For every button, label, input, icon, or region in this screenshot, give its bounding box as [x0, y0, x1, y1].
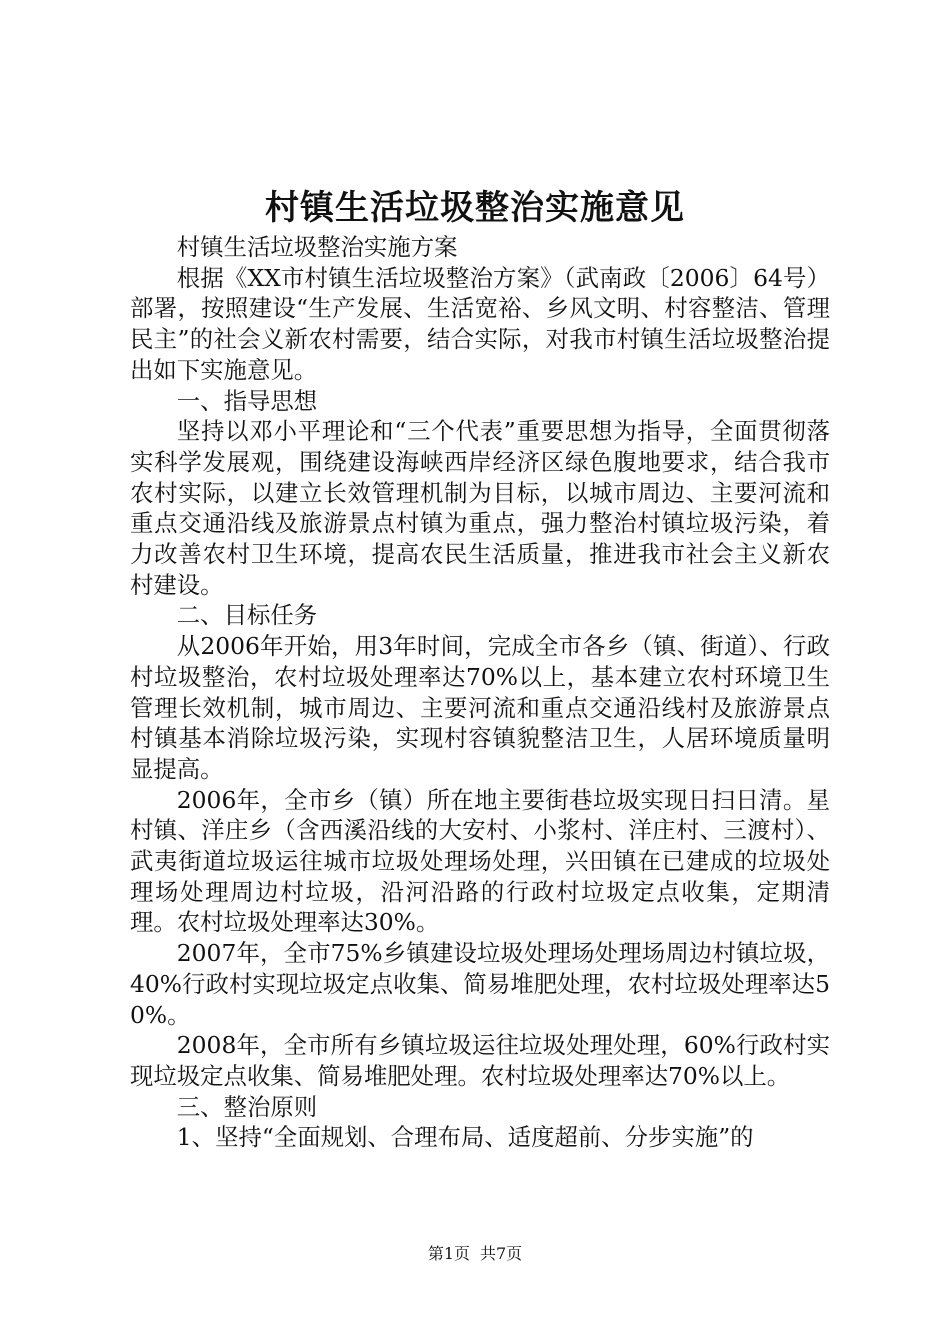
document-title: 村镇生活垃圾整治实施意见 — [265, 188, 685, 228]
section-heading-guiding-ideology: 一、指导思想 — [176, 386, 318, 415]
intro-paragraph: 根据《XX市村镇生活垃圾整治方案》（武南政〔2006〕64号）部署，按照建设“生产发展、生活宽裕、乡风文明、村容整洁、管理民主”的社会义新农村需要，结合实际，对我市村镇生活垃圾整治提出如下实施意见。 — [130, 263, 830, 384]
principle-1-paragraph: 1、坚持“全面规划、合理布局、适度超前、分步实施”的 — [176, 1123, 754, 1152]
page-footer — [0, 1244, 950, 1264]
goals-paragraph: 从2006年开始，用3年时间，完成全市各乡（镇、街道）、行政村垃圾整治，农村垃圾处理率达70%以上，基本建立农村环境卫生管理长效机制，城市周边、主要河流和重点交通沿线村及旅游景点村镇基本消除垃圾污染，实现村容镇貌整洁卫生，人居环境质量明显提高。 — [130, 632, 830, 783]
goals-2007-paragraph: 2007年，全市75%乡镇建设垃圾处理场处理场周边村镇垃圾，40%行政村实现垃圾定点收集、简易堆肥处理，农村垃圾处理率达50%。 — [130, 939, 830, 1029]
goals-2008-paragraph: 2008年，全市所有乡镇垃圾运往垃圾处理处理，60%行政村实现垃圾定点收集、简易堆肥处理。农村垃圾处理率达70%以上。 — [130, 1031, 830, 1090]
document-body — [130, 232, 830, 1153]
subtitle-paragraph: 村镇生活垃圾整治实施方案 — [176, 233, 458, 261]
page-number: 第1页 — [427, 1244, 470, 1263]
page-total: 共7页 — [480, 1244, 523, 1263]
section-heading-principles: 三、整治原则 — [176, 1092, 318, 1121]
guiding-ideology-paragraph: 坚持以邓小平理论和“三个代表”重要思想为指导，全面贯彻落实科学发展观，围绕建设海峡西岸经济区绿色腹地要求，结合我市农村实际，以建立长效管理机制为目标，以城市周边、主要河流和重点交通沿线及旅游景点村镇为重点，强力整治村镇垃圾污染，着力改善农村卫生环境，提高农民生活质量，推进我市社会主义新农村建设。 — [130, 417, 830, 599]
section-heading-goals: 二、目标任务 — [176, 601, 318, 630]
goals-2006-paragraph: 2006年，全市乡（镇）所在地主要街巷垃圾实现日扫日清。星村镇、洋庄乡（含西溪沿线的大安村、小浆村、洋庄村、三渡村）、武夷街道垃圾运往城市垃圾处理场处理，兴田镇在已建成的垃圾处理场处理周边村垃圾，沿河沿路的行政村垃圾定点收集，定期清理。农村垃圾处理率达30%。 — [130, 785, 830, 937]
